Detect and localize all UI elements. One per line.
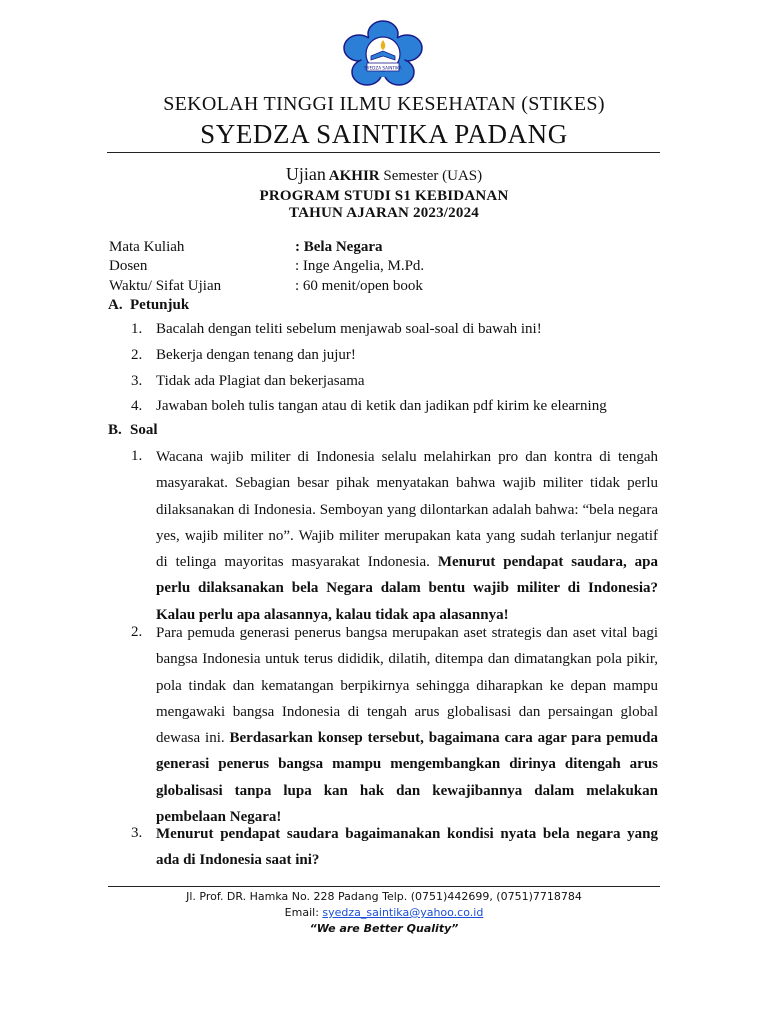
footer-divider [108, 886, 660, 887]
header-divider [107, 152, 660, 153]
academic-year: TAHUN AJARAN 2023/2024 [289, 205, 479, 221]
school-name-line1: SEKOLAH TINGGI ILMU KESEHATAN (STIKES) [163, 93, 605, 115]
exam-title-bold: AKHIR [328, 168, 380, 184]
info-label: Waktu/ Sifat Ujian [109, 278, 222, 294]
question-3 [131, 821, 658, 874]
question-emphasis: Menurut pendapat saudara, apa perlu dilaksanakan bela Negara dalam bentu wajib militer di Indonesia? Kalau perlu apa alasannya, kalau tidak apa alasannya! [156, 554, 659, 623]
school-logo [342, 20, 424, 88]
section-heading-a [108, 297, 189, 314]
info-value: : Inge Angelia, M.Pd. [295, 258, 425, 274]
exam-title [0, 164, 768, 185]
logo-text: SYEDZA SAINTIKA [364, 65, 402, 71]
item-text: Bekerja dengan tenang dan jujur! [156, 347, 356, 363]
item-number: 1. [131, 321, 143, 337]
question-emphasis: Menurut pendapat saudara bagaimanakan kondisi nyata bela negara yang ada di Indonesia saat ini? [156, 826, 658, 869]
item-text: Bacalah dengan teliti sebelum menjawab soal-soal di bawah ini! [156, 321, 542, 337]
item-text: Jawaban boleh tulis tangan atau di ketik dan jadikan pdf kirim ke elearning [156, 398, 607, 414]
program-name: PROGRAM STUDI S1 KEBIDANAN [259, 188, 509, 204]
section-heading-b [108, 422, 158, 439]
question-body [156, 620, 658, 830]
question-emphasis: Berdasarkan konsep tersebut, bagaimana cara agar para pemuda generasi penerus bangsa mampu mengembangkan dirinya ditengah arus globalisasi tanpa lupa kan hak dan kewajibannya dalam melakukan pembelaan Negara! [156, 730, 658, 826]
school-name-line2: SYEDZA SAINTIKA PADANG [200, 119, 568, 149]
email-label: Email: [284, 906, 323, 919]
question-text: Para pemuda generasi penerus bangsa merupakan aset strategis dan aset vital bagi bangsa Indonesia untuk terus dididik, dilatih, ditempa dan dimatangkan pola pikir, pola tindak dan kematangan berpikirnya sehingga diharapkan ke depan mampu mengawaki bangsa Indonesia di tengah arus globalisasi dan persaingan global dewasa ini. [156, 625, 658, 747]
item-text: Tidak ada Plagiat dan bekerjasama [156, 373, 365, 389]
question-1 [131, 444, 658, 628]
footer-address: Jl. Prof. DR. Hamka No. 228 Padang Telp. (0751)442699, (0751)7718784 [186, 890, 582, 903]
question-body [156, 444, 658, 628]
question-text: Wacana wajib militer di Indonesia selalu melahirkan pro dan kontra di tengah masyarakat. Sebagian besar pihak menyatakan bahwa wajib militer tidak perlu dilaksanakan di Indonesia. Semboyan yang dilontarkan adalah bahwa: “bela negara yes, wajib militer no”. Wajib militer merupakan kata yang sudah terlanjur negatif di telinga mayoritas masyarakat Indonesia. [156, 449, 658, 571]
section-letter: B. [108, 422, 122, 438]
question-2 [131, 620, 658, 830]
info-value: : Bela Negara [295, 239, 383, 255]
item-number: 2. [131, 347, 143, 363]
question-body [156, 821, 658, 874]
info-label: Mata Kuliah [109, 239, 185, 255]
footer-slogan: “We are Better Quality” [309, 922, 459, 935]
question-number: 1. [131, 448, 143, 464]
section-letter: A. [108, 297, 123, 313]
question-number: 2. [131, 624, 143, 640]
footer-email [0, 906, 768, 919]
exam-title-rest: Semester (UAS) [383, 168, 483, 184]
exam-title-lead: Ujian [285, 164, 326, 184]
info-label: Dosen [109, 258, 148, 274]
section-title: Petunjuk [130, 297, 190, 313]
info-value: : 60 menit/open book [295, 278, 423, 294]
item-number: 4. [131, 398, 143, 414]
item-number: 3. [131, 373, 143, 389]
email-link[interactable]: syedza_saintika@yahoo.co.id [322, 906, 484, 919]
section-title: Soal [130, 422, 158, 438]
question-number: 3. [131, 825, 143, 841]
